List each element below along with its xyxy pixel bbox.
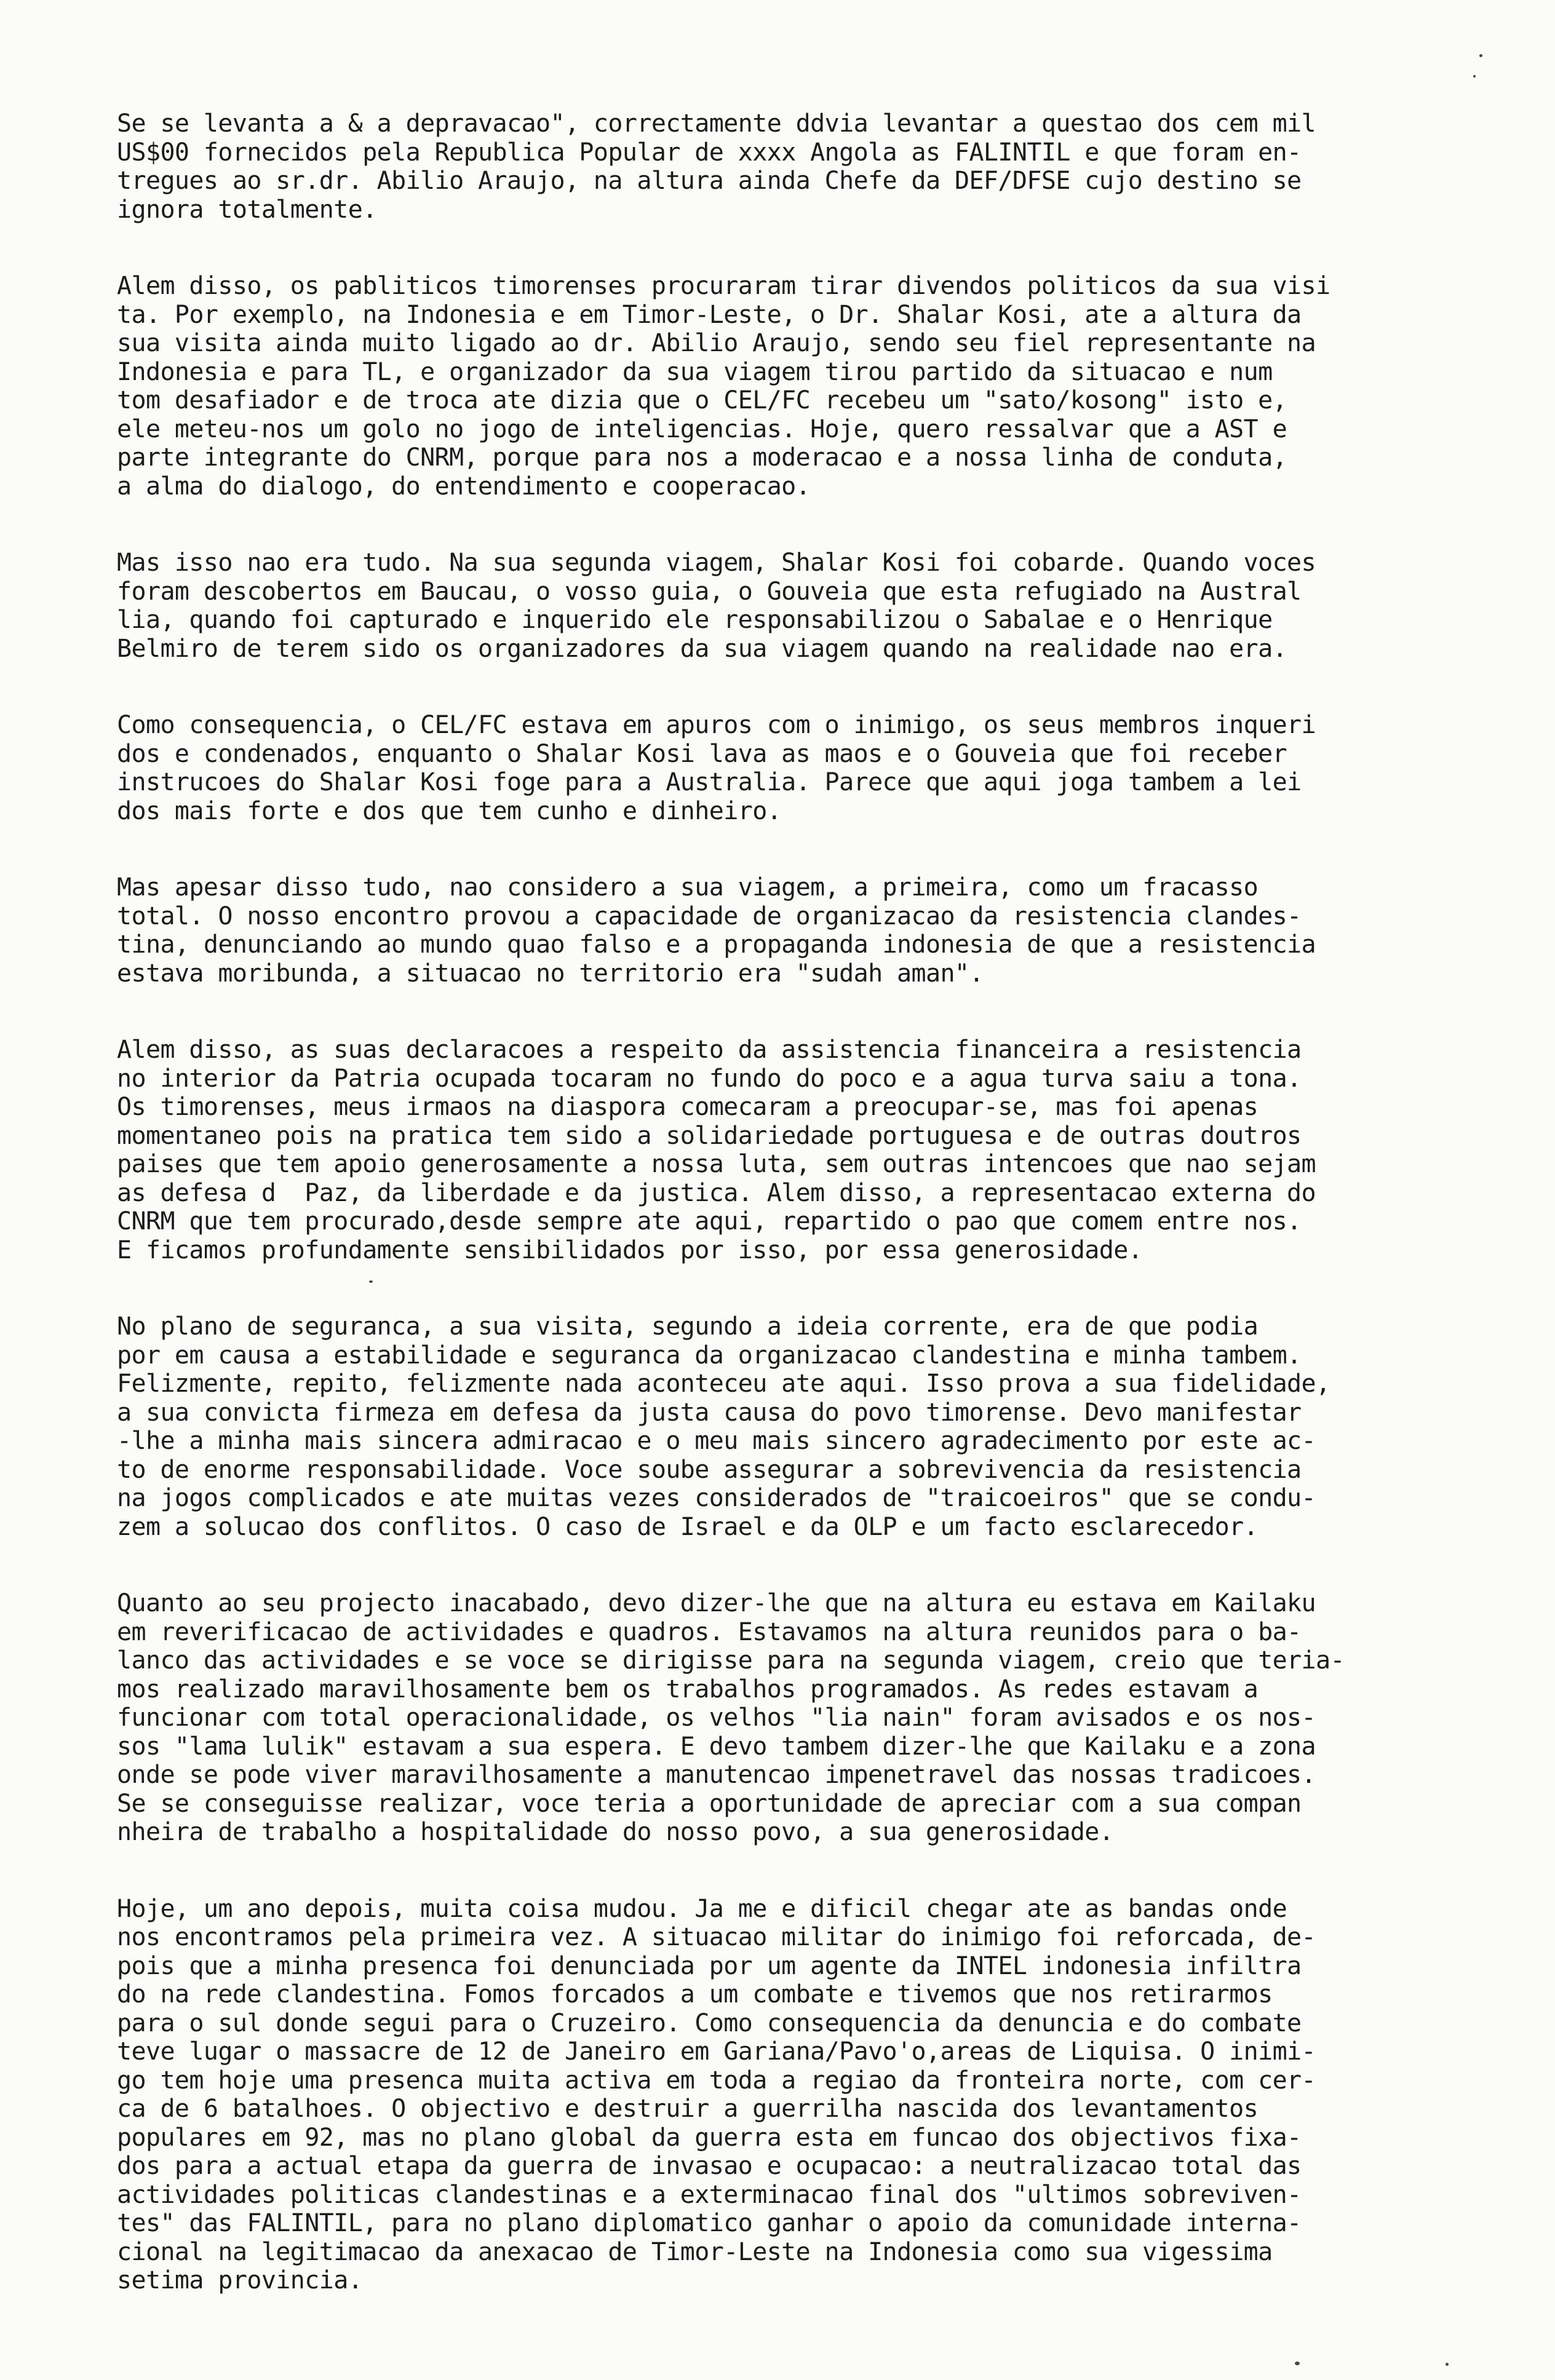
scan-speck [1479, 54, 1482, 57]
text-line: lia, quando foi capturado e inquerido ele responsabilizou o Sabalae e o Henrique [117, 606, 1273, 634]
text-line: Alem disso, as suas declaracoes a respeito da assistencia financeira a resistencia [117, 1036, 1302, 1064]
text-line: E ficamos profundamente sensibilidados por isso, por essa generosidade. [117, 1236, 1143, 1264]
scan-speck [369, 1280, 373, 1283]
text-line: mos realizado maravilhosamente bem os trabalhos programados. As redes estavam a [117, 1675, 1259, 1704]
paragraph-3 [117, 549, 1470, 663]
text-line: a sua convicta firmeza em defesa da justa causa do povo timorense. Devo manifestar [117, 1398, 1302, 1427]
paragraph-7 [117, 1312, 1470, 1541]
text-line: do na rede clandestina. Fomos forcados a um combate e tivemos que nos retirarmos [117, 1980, 1273, 2009]
text-line: por em causa a estabilidade e seguranca da organizacao clandestina e minha tambem. [117, 1341, 1302, 1370]
text-line: Indonesia e para TL, e organizador da sua viagem tirou partido da situacao e num [117, 357, 1273, 386]
text-line: dos mais forte e dos que tem cunho e dinheiro. [117, 796, 782, 825]
text-line: Quanto ao seu projecto inacabado, devo dizer-lhe que na altura eu estava em Kailaku [117, 1589, 1316, 1617]
text-line: actividades politicas clandestinas e a exterminacao final dos "ultimos sobreviven- [117, 2180, 1302, 2209]
text-line: dos para a actual etapa da guerra de invasao e ocupacao: a neutralizacao total das [117, 2152, 1302, 2180]
paragraph-1 [117, 109, 1470, 224]
text-line: onde se pode viver maravilhosamente a manutencao impenetravel das nossas tradicoes. [117, 1761, 1316, 1789]
text-line: as defesa d Paz, da liberdade e da justica. Alem disso, a representacao externa do [117, 1178, 1316, 1207]
text-line: Mas apesar disso tudo, nao considero a sua viagem, a primeira, como um fracasso [117, 873, 1259, 902]
text-line: to de enorme responsabilidade. Voce soube assegurar a sobrevivencia da resistencia [117, 1455, 1302, 1484]
text-line: CNRM que tem procurado,desde sempre ate aqui, repartido o pao que comem entre nos. [117, 1207, 1302, 1236]
text-line: -lhe a minha mais sincera admiracao e o meu mais sincero agradecimento por este ac- [117, 1427, 1316, 1455]
text-line: tina, denunciando ao mundo quao falso e a propaganda indonesia de que a resistencia [117, 930, 1316, 959]
text-line: No plano de seguranca, a sua visita, segundo a ideia corrente, era de que podia [117, 1312, 1259, 1341]
text-line: Se se conseguisse realizar, voce teria a oportunidade de apreciar com a sua compan [117, 1789, 1302, 1818]
text-line: sua visita ainda muito ligado ao dr. Abilio Araujo, sendo seu fiel representante na [117, 329, 1316, 357]
text-line: zem a solucao dos conflitos. O caso de Israel e da OLP e um facto esclarecedor. [117, 1512, 1259, 1541]
text-line: foram descobertos em Baucau, o vosso guia, o Gouveia que esta refugiado na Austral [117, 577, 1302, 606]
paragraph-8 [117, 1589, 1470, 1847]
text-line: paises que tem apoio generosamente a nossa luta, sem outras intencoes que nao sejam [117, 1150, 1316, 1178]
text-line: no interior da Patria ocupada tocaram no fundo do poco e a agua turva saiu a tona. [117, 1064, 1302, 1093]
text-line: a alma do dialogo, do entendimento e cooperacao. [117, 472, 811, 501]
text-line: nheira de trabalho a hospitalidade do nosso povo, a sua generosidade. [117, 1818, 1114, 1846]
text-line: Os timorenses, meus irmaos na diaspora comecaram a preocupar-se, mas foi apenas [117, 1093, 1259, 1121]
text-line: Mas isso nao era tudo. Na sua segunda viagem, Shalar Kosi foi cobarde. Quando voces [117, 549, 1316, 577]
text-line: lanco das actividades e se voce se dirigisse para na segunda viagem, creio que teria- [117, 1646, 1345, 1675]
letter-body [117, 109, 1470, 2343]
text-line: Belmiro de terem sido os organizadores da sua viagem quando na realidade nao era. [117, 634, 1287, 663]
text-line: Se se levanta a & a depravacao", correctamente ddvia levantar a questao dos cem mil [117, 109, 1316, 138]
text-line: Alem disso, os pabliticos timorenses procuraram tirar divendos politicos da sua visi [117, 272, 1330, 300]
text-line: Como consequencia, o CEL/FC estava em apuros com o inimigo, os seus membros inqueri [117, 711, 1316, 739]
text-line: ca de 6 batalhoes. O objectivo e destruir a guerrilha nascida dos levantamentos [117, 2095, 1259, 2123]
text-line: para o sul donde segui para o Cruzeiro. Como consequencia da denuncia e do combate [117, 2009, 1302, 2037]
text-line: pois que a minha presenca foi denunciada por um agente da INTEL indonesia infiltra [117, 1951, 1302, 1980]
paragraph-6 [117, 1036, 1470, 1264]
text-line: go tem hoje uma presenca muita activa em toda a regiao da fronteira norte, com cer- [117, 2066, 1316, 2095]
scan-speck [1473, 75, 1476, 77]
paragraph-2 [117, 272, 1470, 501]
text-line: cional na legitimacao da anexacao de Timor-Leste na Indonesia como sua vigessima [117, 2237, 1273, 2266]
text-line: populares em 92, mas no plano global da guerra esta em funcao dos objectivos fixa- [117, 2123, 1302, 2152]
text-line: ele meteu-nos um golo no jogo de inteligencias. Hoje, quero ressalvar que a AST e [117, 415, 1287, 443]
text-line: estava moribunda, a situacao no territorio era "sudah aman". [117, 959, 984, 988]
text-line: Hoje, um ano depois, muita coisa mudou. Ja me e dificil chegar ate as bandas onde [117, 1894, 1287, 1923]
text-line: US$00 fornecidos pela Republica Popular de xxxx Angola as FALINTIL e que foram en- [117, 138, 1302, 167]
paragraph-9 [117, 1895, 1470, 2295]
text-line: tes" das FALINTIL, para no plano diplomatico ganhar o apoio da comunidade interna- [117, 2209, 1302, 2237]
text-line: Felizmente, repito, felizmente nada aconteceu ate aqui. Isso prova a sua fidelidade, [117, 1370, 1330, 1398]
text-line: funcionar com total operacionalidade, os velhos "lia nain" foram avisados e os nos- [117, 1704, 1316, 1732]
text-line: parte integrante do CNRM, porque para nos a moderacao e a nossa linha de conduta, [117, 443, 1287, 472]
paragraph-5 [117, 873, 1470, 988]
text-line: tom desafiador e de troca ate dizia que o CEL/FC recebeu um "sato/kosong" isto e, [117, 386, 1287, 415]
text-line: dos e condenados, enquanto o Shalar Kosi lava as maos e o Gouveia que foi receber [117, 739, 1287, 768]
text-line: ta. Por exemplo, na Indonesia e em Timor-Leste, o Dr. Shalar Kosi, ate a altura da [117, 300, 1302, 329]
text-line: ignora totalmente. [117, 195, 377, 224]
text-line: na jogos complicados e ate muitas vezes considerados de "traicoeiros" que se condu- [117, 1484, 1316, 1512]
text-line: setima provincia. [117, 2266, 363, 2295]
text-line: instrucoes do Shalar Kosi foge para a Australia. Parece que aqui joga tambem a lei [117, 768, 1302, 796]
scan-speck [1446, 2363, 1449, 2366]
text-line: teve lugar o massacre de 12 de Janeiro em Gariana/Pavo'o,areas de Liquisa. O inimi- [117, 2037, 1316, 2066]
text-line: momentaneo pois na pratica tem sido a solidariedade portuguesa e de outras doutros [117, 1121, 1302, 1150]
text-line: total. O nosso encontro provou a capacidade de organizacao da resistencia clandes- [117, 902, 1302, 930]
scan-speck [1295, 2362, 1300, 2365]
text-line: nos encontramos pela primeira vez. A situacao militar do inimigo foi reforcada, de- [117, 1923, 1316, 1951]
text-line: tregues ao sr.dr. Abilio Araujo, na altura ainda Chefe da DEF/DFSE cujo destino se [117, 167, 1302, 195]
paragraph-4 [117, 711, 1470, 825]
text-line: sos "lama lulik" estavam a sua espera. E devo tambem dizer-lhe que Kailaku e a zona [117, 1732, 1316, 1761]
text-line: em reverificacao de actividades e quadros. Estavamos na altura reunidos para o ba- [117, 1617, 1302, 1646]
